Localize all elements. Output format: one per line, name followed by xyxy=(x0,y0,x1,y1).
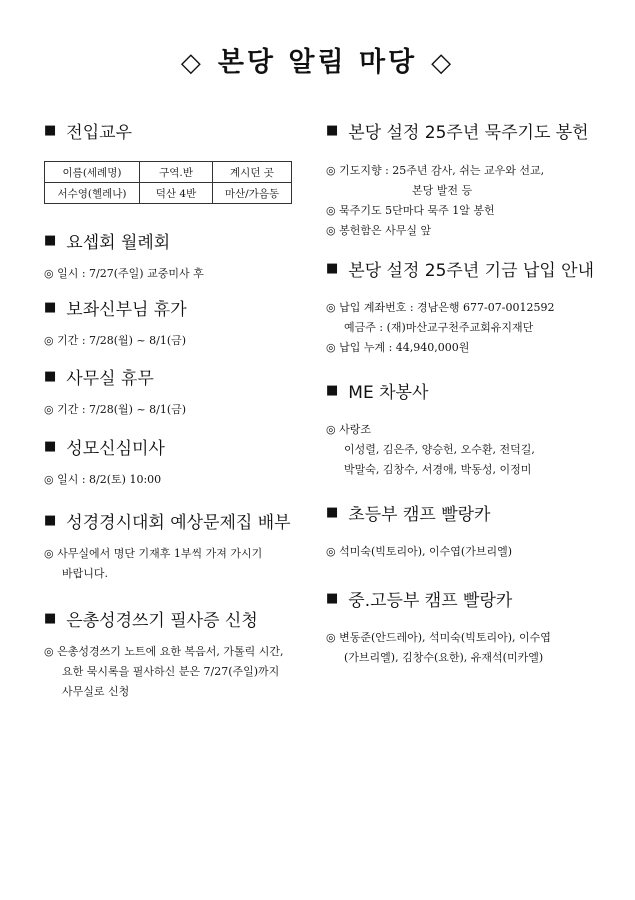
diamond-right-icon: ◇ xyxy=(431,48,455,78)
text-line: ◎ 기간 : 7/28(월) ~ 8/1(금) xyxy=(44,403,187,416)
section-office xyxy=(44,364,186,420)
square-bullet-icon: ■ xyxy=(44,513,57,528)
square-bullet-icon: ■ xyxy=(326,383,339,398)
square-bullet-icon: ■ xyxy=(326,123,339,138)
section-heading: 은총성경쓰기 필사증 신청 xyxy=(66,611,258,631)
text-line: ◎ 기간 : 7/28(월) ~ 8/1(금) xyxy=(44,334,187,347)
section-joseph xyxy=(44,228,204,284)
text-line: ◎ 은총성경쓰기 노트에 요한 복음서, 가톨릭 시간, xyxy=(44,645,284,658)
text-line: 이성렬, 김은주, 양승헌, 오수환, 전덕길, xyxy=(344,443,535,456)
section-elementary xyxy=(326,500,512,562)
section-fund xyxy=(326,256,594,358)
text-line: ◎ 봉헌함은 사무실 앞 xyxy=(326,224,432,237)
section-middle xyxy=(326,586,551,668)
square-bullet-icon: ■ xyxy=(326,591,339,606)
table-row xyxy=(45,183,292,204)
text-line: ◎ 기도지향 : 25주년 감사, 쉬는 교우와 선교, xyxy=(326,164,545,177)
table-cell: 마산/가음동 xyxy=(213,183,292,204)
square-bullet-icon: ■ xyxy=(44,123,57,138)
text-line: ◎ 변동준(안드레아), 석미숙(빅토리아), 이수엽 xyxy=(326,631,551,644)
page-title xyxy=(0,40,635,79)
text-line: ◎ 납입 누계 : 44,940,000원 xyxy=(326,341,470,354)
square-bullet-icon: ■ xyxy=(44,369,57,384)
square-bullet-icon: ■ xyxy=(44,233,57,248)
section-vacation xyxy=(44,295,187,351)
section-rosary xyxy=(326,118,589,241)
text-line: 예금주 : (재)마산교구천주교회유지재단 xyxy=(344,321,534,334)
text-line: 요한 묵시록을 필사하신 분은 7/27(주일)까지 xyxy=(62,665,280,678)
section-heading: 초등부 캠프 빨랑카 xyxy=(348,505,491,525)
section-heading: 중.고등부 캠프 빨랑카 xyxy=(348,591,513,611)
text-line: ◎ 일시 : 7/27(주일) 교중미사 후 xyxy=(44,267,204,280)
section-mass xyxy=(44,434,165,490)
section-transfer xyxy=(44,118,132,143)
square-bullet-icon: ■ xyxy=(326,261,339,276)
square-bullet-icon: ■ xyxy=(44,611,57,626)
text-line: 본당 발전 등 xyxy=(412,184,473,197)
table-header-cell: 구역.반 xyxy=(140,162,213,183)
table-header-cell: 이름(세례명) xyxy=(45,162,140,183)
text-line: ◎ 석미숙(빅토리아), 이수엽(가브리엘) xyxy=(326,545,513,558)
text-line: (가브리엘), 김창수(요한), 유재석(미카엘) xyxy=(344,651,544,664)
section-heading: 성모신심미사 xyxy=(66,439,165,459)
page-title-text: 본당 알림 마당 xyxy=(217,47,418,78)
section-heading: 본당 설정 25주년 묵주기도 봉헌 xyxy=(348,123,589,143)
section-heading: 본당 설정 25주년 기금 납입 안내 xyxy=(348,261,595,281)
section-heading: ME 차봉사 xyxy=(348,383,429,403)
square-bullet-icon: ■ xyxy=(326,505,339,520)
text-line: ◎ 일시 : 8/2(토) 10:00 xyxy=(44,473,162,486)
text-line: 사무실로 신청 xyxy=(62,685,130,698)
square-bullet-icon: ■ xyxy=(44,300,57,315)
text-line: 바랍니다. xyxy=(62,567,109,580)
text-line: 박말숙, 김창수, 서경애, 박동성, 이정미 xyxy=(344,463,532,476)
text-line: ◎ 사무실에서 명단 기재후 1부씩 가져 가시기 xyxy=(44,547,263,560)
text-line: ◎ 사랑조 xyxy=(326,423,371,436)
table-cell: 서수영(헬레나) xyxy=(45,183,140,204)
section-heading: 성경경시대회 예상문제집 배부 xyxy=(66,513,291,533)
section-heading: 요셉회 월례회 xyxy=(66,233,171,253)
section-heading: 전입교우 xyxy=(66,123,132,143)
text-line: ◎ 묵주기도 5단마다 묵주 1알 봉헌 xyxy=(326,204,495,217)
table-header-cell: 계시던 곳 xyxy=(213,162,292,183)
table-header-row xyxy=(45,162,292,183)
section-heading: 보좌신부님 휴가 xyxy=(66,300,187,320)
section-heading: 사무실 휴무 xyxy=(66,369,154,389)
section-bible-copy xyxy=(44,606,283,702)
text-line: ◎ 납입 계좌번호 : 경남은행 677-07-0012592 xyxy=(326,301,555,314)
section-bible-contest xyxy=(44,508,291,584)
transfer-table xyxy=(44,161,292,204)
section-me xyxy=(326,378,535,480)
diamond-left-icon: ◇ xyxy=(180,48,204,78)
table-cell: 덕산 4반 xyxy=(140,183,213,204)
square-bullet-icon: ■ xyxy=(44,439,57,454)
